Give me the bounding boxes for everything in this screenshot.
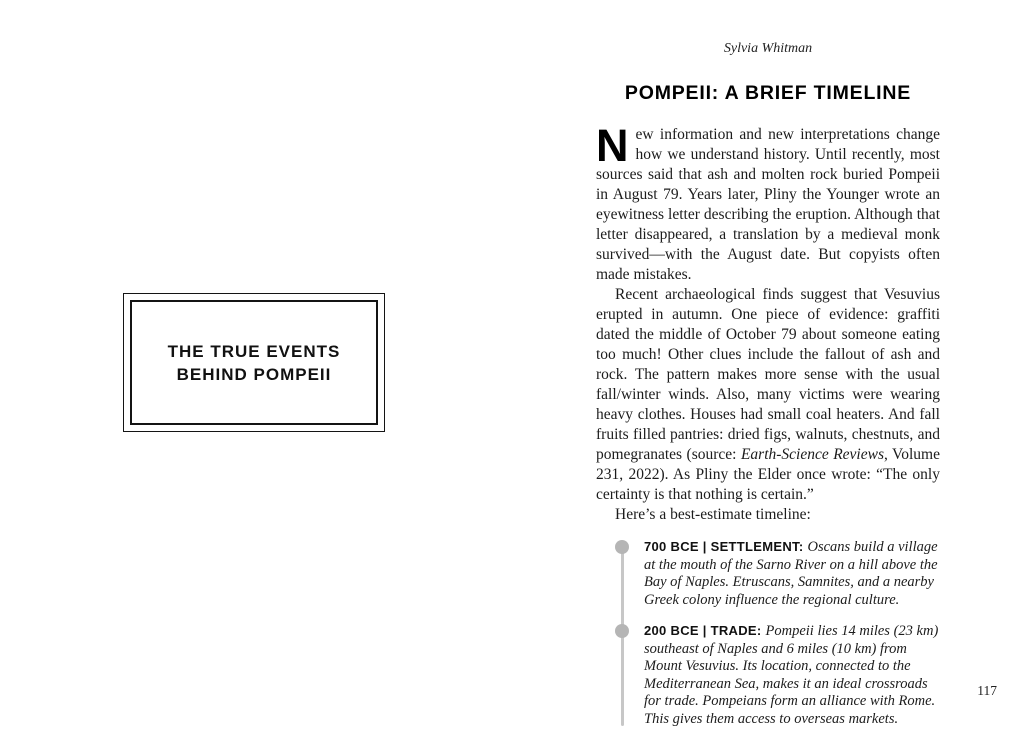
running-header-author: Sylvia Whitman <box>723 41 813 56</box>
chapter-title <box>168 340 341 386</box>
page-number: 117 <box>977 683 997 698</box>
chapter-title-box <box>123 293 385 432</box>
paragraph-1 <box>596 120 940 285</box>
timeline-entry-label: 700 BCE | SETTLEMENT: <box>644 539 804 554</box>
drop-cap: N <box>596 120 629 171</box>
journal-name: Earth-Science Reviews <box>740 446 884 463</box>
paragraph-2-text-pre: Recent archaeological finds suggest that Vesuvius erupted in autumn. One piece of evidence: graffiti dated the middle of October 79 about someone eating too much! Other clues include the fallout of ash and rock. The pattern makes more sense with the usual fall/winter winds. Also, many victims were wearing heavy clothes. Houses had small coal heaters. And fall fruits filled pantries: dried figs, walnuts, chestnuts, and pomegranates (source: <box>596 286 940 463</box>
timeline-entry-text: Oscans build a village at the mouth of the Sarno River on a hill above the Bay of Naples. Etruscans, Samnites, and a nearby Greek colony influence the regional culture. <box>644 539 938 608</box>
paragraph-2-text-post: , Volume 231, 2022). As Pliny the Elder once wrote: “The only certainty is that nothing is certain.” <box>596 446 940 503</box>
chapter-title-line1: THE TRUE EVENTS <box>167 341 341 361</box>
paragraph-3: Here’s a best-estimate timeline: <box>615 506 811 523</box>
timeline-entry-text: Pompeii lies 14 miles (23 km) southeast of Naples and 6 miles (10 km) from Mount Vesuvius. Its location, connected to the Mediterranean Sea, makes it an ideal crossroads for trade. Pompeians form an alliance with Rome. This gives them access to overseas markets. <box>644 623 939 727</box>
timeline-entry-200-bce <box>610 622 940 728</box>
timeline-dot-icon <box>615 540 629 554</box>
paragraph-1-text: ew information and new interpretations change how we understand history. Until recently, most sources said that ash and molten rock buried Pompeii in August 79. Years later, Pliny the Younger wrote an eyewitness letter describing the eruption. Although that letter disappeared, a translation by a medieval monk survived—with the August date. But copyists often made mistakes. <box>596 126 940 283</box>
article-column <box>596 41 940 741</box>
chapter-title-box-inner-border <box>130 300 378 425</box>
timeline-entry-label: 200 BCE | TRADE: <box>644 623 762 638</box>
timeline-dot-icon <box>615 624 629 638</box>
chapter-title-line2: BEHIND POMPEII <box>176 364 332 384</box>
timeline-entry-700-bce <box>610 538 940 609</box>
article-title: POMPEII: A BRIEF TIMELINE <box>624 82 912 104</box>
paragraph-2 <box>596 285 940 505</box>
